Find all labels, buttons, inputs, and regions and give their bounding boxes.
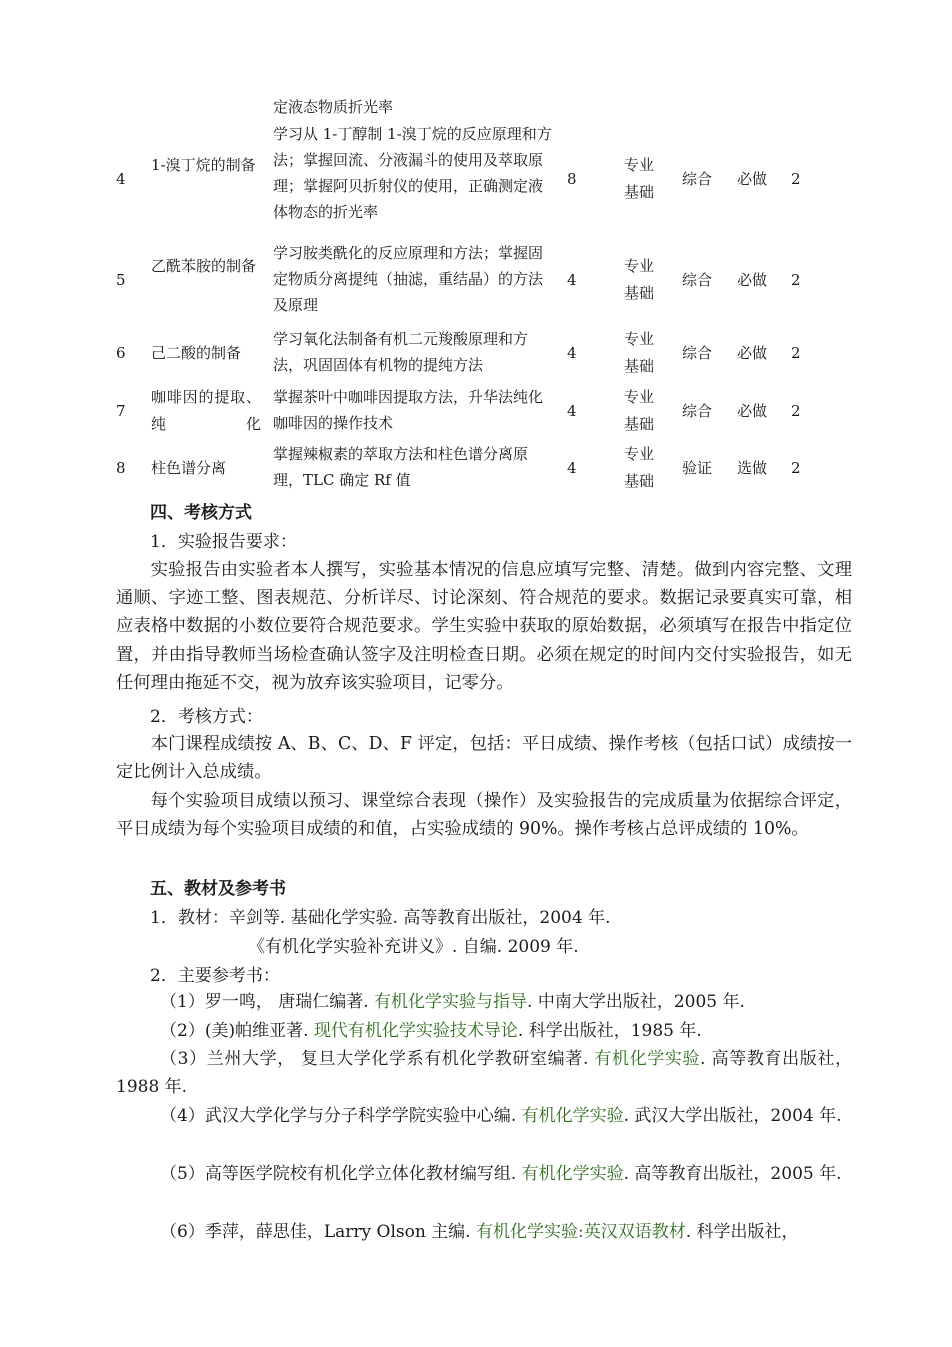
reference-author: （3）兰州大学， 复旦大学化学系有机化学教研室编著. [160,1049,595,1069]
experiment-hours: 4 [567,459,577,477]
row-number: 8 [116,459,126,477]
section-heading-textbooks: 五、教材及参考书 [150,879,286,899]
reference-publisher: . 科学出版社， [685,1222,799,1242]
reference-author: （2）(美)帕维亚著. [160,1021,314,1041]
experiment-objective: 学习胺类酰化的反应原理和方法；掌握固定物质分离提纯（抽滤，重结晶）的方法及原理 [273,244,544,314]
experiment-category: 验证 [682,459,713,477]
reference-publisher: . 高等教育出版社，2005 年. [623,1164,842,1184]
paragraph-report-requirements: 实验报告由实验者本人撰写，实验基本情况的信息应填写完整、清楚。做到内容完整、文理通顺、字迹工整、图表规范、分析详尽、讨论深刻、符合规范的要求。数据记录要真实可靠，相应表格中数据的小数位要符合规范要求。学生实验中获取的原始数据，必须填写在报告中指定位置，并由指导教师当场检查确认签字及注明检查日期。必须在规定的时间内交付实验报告，如无任何理由拖延不交，视为放弃该实验项目，记零分。 [116,560,852,693]
reference-item [116,1045,852,1101]
reference-title-link[interactable]: 有机化学实验 [594,1049,701,1069]
row-number: 6 [116,344,126,362]
reference-publisher: . 高等教育出版社，1988 年. [116,1049,853,1097]
subheading-assessment-method: 2．考核方式： [150,707,263,727]
experiment-requirement: 必做 [737,170,768,188]
experiment-name: 咖啡因的提取、纯化 [151,388,261,433]
reference-author: （5）高等医学院校有机化学立体化教材编写组. [160,1164,522,1184]
reference-author: （4）武汉大学化学与分子科学学院实验中心编. [160,1106,522,1126]
reference-title-link[interactable]: 有机化学实验:英汉双语教材 [476,1222,686,1242]
experiment-hours: 8 [567,170,577,188]
reference-title-link[interactable]: 有机化学实验与指导 [374,992,528,1012]
experiment-type: 专业基础 [624,388,655,433]
reference-title-link[interactable]: 有机化学实验 [521,1106,624,1126]
supplementary-handout-line: 《有机化学实验补充讲义》. 自编. 2009 年. [248,937,579,957]
experiment-name: 乙酰苯胺的制备 [151,257,257,275]
experiment-hours: 4 [567,344,577,362]
experiment-hours: 4 [567,402,577,420]
reference-item [116,1102,852,1130]
row-number: 5 [116,271,126,289]
experiment-objective: 学习从 1-丁醇制 1-溴丁烷的反应原理和方法；掌握回流、分液漏斗的使用及萃取原理；掌握阿贝折射仪的使用，正确测定液体物态的折光率 [273,125,552,221]
reference-item [116,988,852,1016]
experiment-type: 专业基础 [624,445,655,490]
experiment-type: 专业基础 [624,257,655,302]
experiment-objective: 掌握茶叶中咖啡因提取方法，升华法纯化咖啡因的操作技术 [273,388,544,432]
reference-title-link[interactable]: 有机化学实验 [521,1164,624,1184]
experiment-category: 综合 [682,271,713,289]
experiment-group-size: 2 [791,459,801,477]
experiment-name: 柱色谱分离 [151,459,227,477]
experiment-objective: 掌握辣椒素的萃取方法和柱色谱分离原理，TLC 确定 Rf 值 [273,445,529,489]
experiment-group-size: 2 [791,271,801,289]
reference-item [116,1017,852,1045]
row-number: 4 [116,170,126,188]
experiment-type: 专业基础 [624,156,655,201]
subheading-references: 2．主要参考书： [150,966,280,986]
experiment-name: 1-溴丁烷的制备 [151,156,256,174]
section-heading-assessment: 四、考核方式 [150,503,252,523]
reference-item [116,1160,852,1188]
reference-title-link[interactable]: 现代有机化学实验技术导论 [313,1021,518,1041]
experiment-name: 己二酸的制备 [151,344,242,362]
row-number: 7 [116,402,126,420]
textbook-line: 1．教材：辛剑等. 基础化学实验. 高等教育出版社，2004 年. [150,908,611,928]
experiment-group-size: 2 [791,170,801,188]
experiment-category: 综合 [682,344,713,362]
paragraph-grading-scheme: 本门课程成绩按 A、B、C、D、F 评定，包括：平日成绩、操作考核（包括口试）成绩按一定比例计入总成绩。 [116,734,852,783]
experiment-category: 综合 [682,402,713,420]
reference-publisher: . 武汉大学出版社，2004 年. [623,1106,842,1126]
reference-author: （6）季萍，薛思佳，Larry Olson 主编. [160,1222,476,1242]
experiment-category: 综合 [682,170,713,188]
experiment-requirement: 必做 [737,344,768,362]
experiment-requirement: 选做 [737,459,768,477]
experiment-type: 专业基础 [624,330,655,375]
reference-publisher: . 科学出版社，1985 年. [517,1021,702,1041]
paragraph-grade-composition: 每个实验项目成绩以预习、课堂综合表现（操作）及实验报告的完成质量为依据综合评定，平日成绩为每个实验项目成绩的和值，占实验成绩的 90%。操作考核占总评成绩的 10%。 [116,791,852,840]
reference-publisher: . 中南大学出版社，2005 年. [527,992,745,1012]
experiment-requirement: 必做 [737,271,768,289]
experiment-objective: 学习氧化法制备有机二元羧酸原理和方法，巩固固体有机物的提纯方法 [273,330,529,374]
experiment-requirement: 必做 [737,402,768,420]
experiment-hours: 4 [567,271,577,289]
reference-author: （1）罗一鸣， 唐瑞仁编著. [160,992,375,1012]
reference-item [116,1218,852,1246]
row3-objective-tail: 定液态物质折光率 [273,98,394,116]
subheading-report-requirements: 1．实验报告要求： [150,532,297,552]
experiment-group-size: 2 [791,402,801,420]
experiment-group-size: 2 [791,344,801,362]
